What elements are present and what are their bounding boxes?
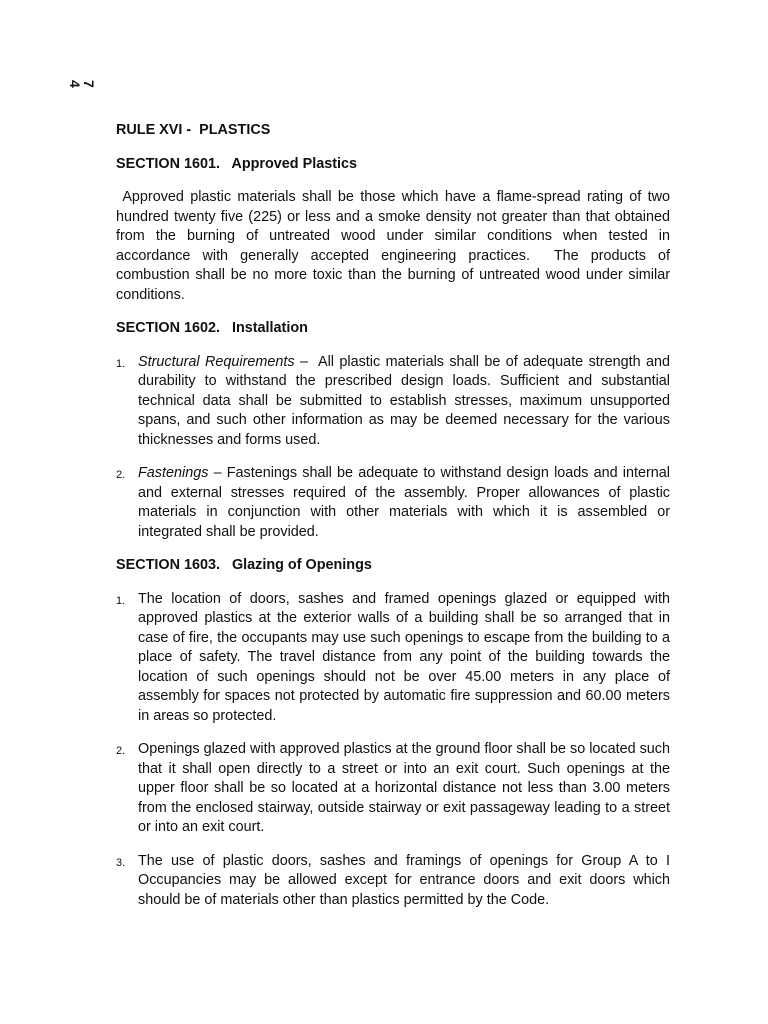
section-1603-heading: SECTION 1603. Glazing of Openings: [116, 557, 372, 573]
list-item-text: Fastenings shall be adequate to withstand design loads and internal and external stresses required of the assembly. Proper allowances of plastic materials in conjunction with other materials with which it is assembled or integrated shall be provided.: [138, 465, 670, 540]
list-item-text: The location of doors, sashes and framed openings glazed or equipped with approved plastics at the exterior walls of a building shall be so arranged that in case of fire, the occupants may use such openings to escape from the building to a place of safety. The travel distance from any point of the building towards the location of such openings should not be over 45.00 meters in any place of assembly for spaces not protected by automatic fire suppression and 60.00 meters in areas so protected.: [138, 590, 670, 724]
section-1601-heading: SECTION 1601. Approved Plastics: [116, 155, 357, 172]
list-item: [116, 590, 670, 727]
list-item-title: Structural Requirements: [138, 353, 295, 370]
section-1603-list: [116, 590, 670, 911]
list-item-number: 1.: [116, 357, 126, 370]
section-1602-list: [116, 353, 670, 543]
list-item-number: 2.: [116, 745, 126, 757]
list-item-text: All plastic materials shall be of adequate strength and durability to withstand the prescribed design loads. Sufficient and substantial technical data shall be submitted to establish stresses, maximum unsupported spans, and such other information as may be deemed necessary for the various thicknesses and forms used.: [138, 353, 670, 448]
list-item-title: Fastenings: [138, 465, 209, 481]
list-item-separator: –: [208, 465, 227, 481]
page-number: [68, 80, 96, 89]
list-item: [116, 353, 670, 451]
list-item-number: 1.: [116, 594, 126, 607]
list-item-number: 2.: [116, 469, 126, 481]
list-item-text: Openings glazed with approved plastics at the ground floor shall be so located such that it shall open directly to a street or into an exit court. Such openings at the upper floor shall be so located at a horizontal distance not less than 3.00 meters from the enclosed stairway, outside stairway or exit passageway leading to a street or into an exit court.: [138, 741, 670, 835]
page-content: [116, 121, 674, 924]
rule-title: RULE XVI - PLASTICS: [116, 122, 271, 138]
section-1602-heading: SECTION 1602. Installation: [116, 320, 308, 336]
list-item: [116, 740, 670, 838]
list-item: [116, 852, 670, 911]
list-item-number: 3.: [116, 856, 126, 869]
page-number-text: 7 4: [67, 80, 97, 89]
list-item-separator: –: [294, 353, 318, 370]
list-item-text: The use of plastic doors, sashes and framings of openings for Group A to I Occupancies may be allowed except for entrance doors and exit doors which should be of materials other than plastics permitted by the Code.: [138, 852, 670, 908]
list-item: [116, 464, 670, 542]
section-1601-paragraph: Approved plastic materials shall be those which have a flame-spread rating of two hundred twenty five (225) or less and a smoke density not greater than that obtained from the burning of untreated wood under similar conditions when tested in accordance with generally accepted engineering practices. The products of combustion shall be no more toxic than the burning of untreated wood under similar conditions.: [116, 189, 674, 303]
